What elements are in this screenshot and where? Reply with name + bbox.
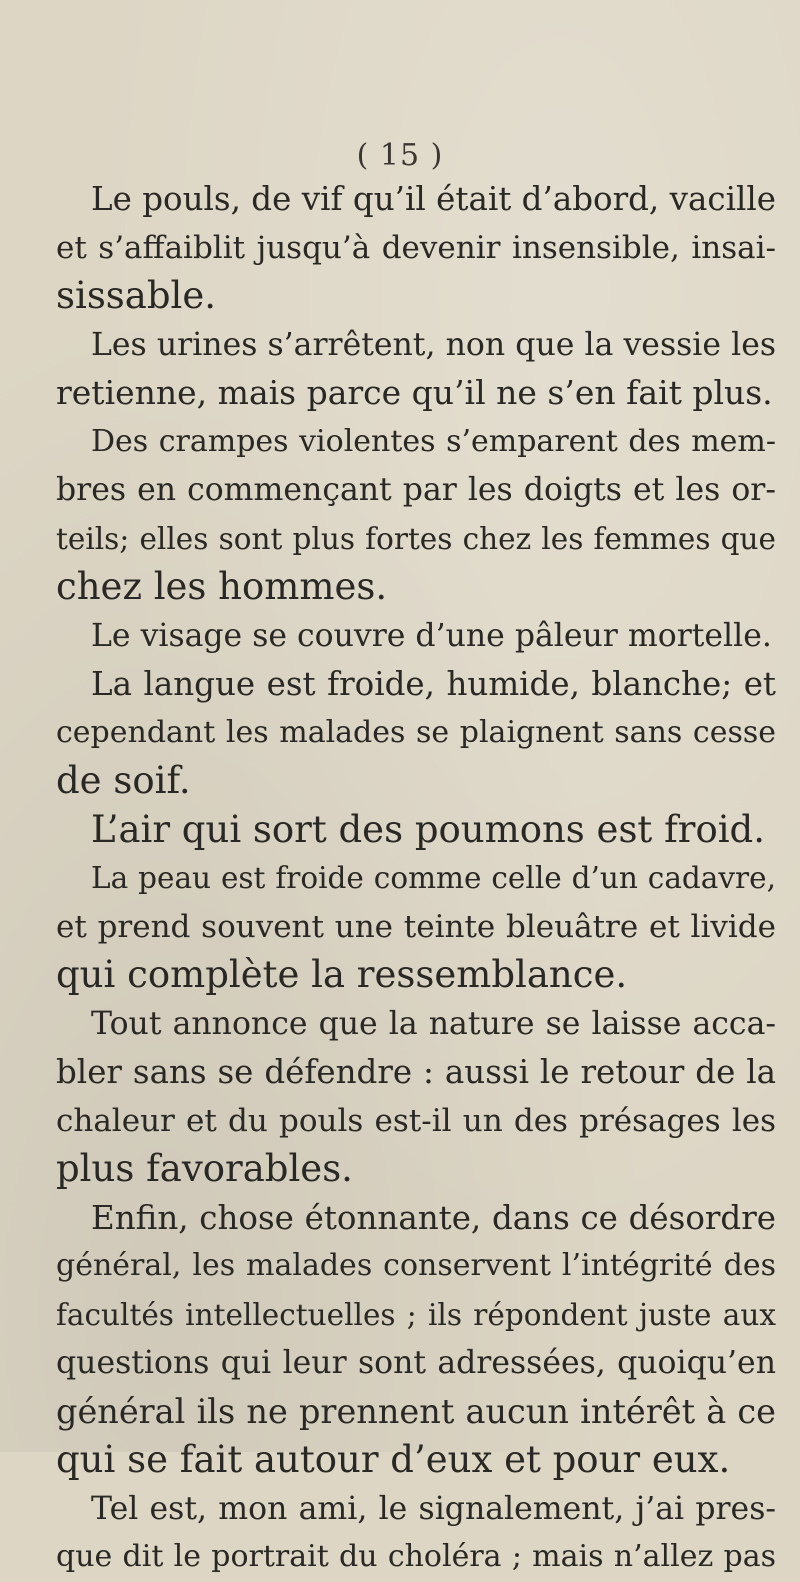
text-line: teils; elles sont plus fortes chez les femmes que	[56, 521, 776, 556]
text-line: général ils ne prennent aucun intérêt à ce	[56, 1391, 776, 1431]
text-line: de soif.	[56, 759, 191, 802]
text-line: L’air qui sort des poumons est froid.	[91, 807, 766, 851]
text-line: et s’affaiblit jusqu’à devenir insensible, insai-	[56, 229, 776, 266]
text-line: qui se fait autour d’eux et pour eux.	[56, 1438, 731, 1481]
text-line: bler sans se défendre : aussi le retour de la	[56, 1053, 776, 1091]
text-line: cependant les malades se plaignent sans cesse	[56, 714, 776, 750]
text-line: retienne, mais parce qu’il ne s’en fait plus.	[56, 373, 773, 412]
text-line: Tout annonce que la nature se laisse acca-	[91, 1005, 776, 1042]
text-line: Tel est, mon ami, le signalement, j’ai pres-	[91, 1490, 776, 1527]
text-line: chaleur et du pouls est-il un des présages les	[56, 1102, 776, 1139]
text-line: bres en commençant par les doigts et les or-	[56, 472, 776, 508]
text-line: sissable.	[56, 274, 217, 317]
text-line: Le visage se couvre d’une pâleur mortelle.	[91, 617, 772, 654]
text-line: facultés intellectuelles ; ils répondent juste aux	[56, 1297, 776, 1332]
text-line: Les urines s’arrêtent, non que la vessie les	[91, 326, 776, 363]
text-line: qui complète la ressemblance.	[56, 953, 628, 996]
text-line: questions qui leur sont adressées, quoiqu’en	[56, 1345, 776, 1381]
text-line: plus favorables.	[56, 1147, 353, 1190]
text-line: Enfin, chose étonnante, dans ce désordre	[91, 1198, 776, 1237]
text-line: La peau est froide comme celle d’un cadavre,	[91, 861, 776, 895]
text-line: général, les malades conservent l’intégrité des	[56, 1248, 776, 1283]
text-line: et prend souvent une teinte bleuâtre et livide	[56, 908, 776, 945]
text-line: La langue est froide, humide, blanche; et	[91, 665, 776, 703]
text-line: Des crampes violentes s’emparent des mem-	[91, 423, 776, 459]
text-line: Le pouls, de vif qu’il était d’abord, vacille	[91, 180, 776, 218]
body-text	[56, 175, 776, 1582]
text-line: chez les hommes.	[56, 565, 388, 608]
text-line: que dit le portrait du choléra ; mais n’allez pas	[56, 1539, 776, 1574]
page-number: ( 15 )	[356, 138, 444, 173]
